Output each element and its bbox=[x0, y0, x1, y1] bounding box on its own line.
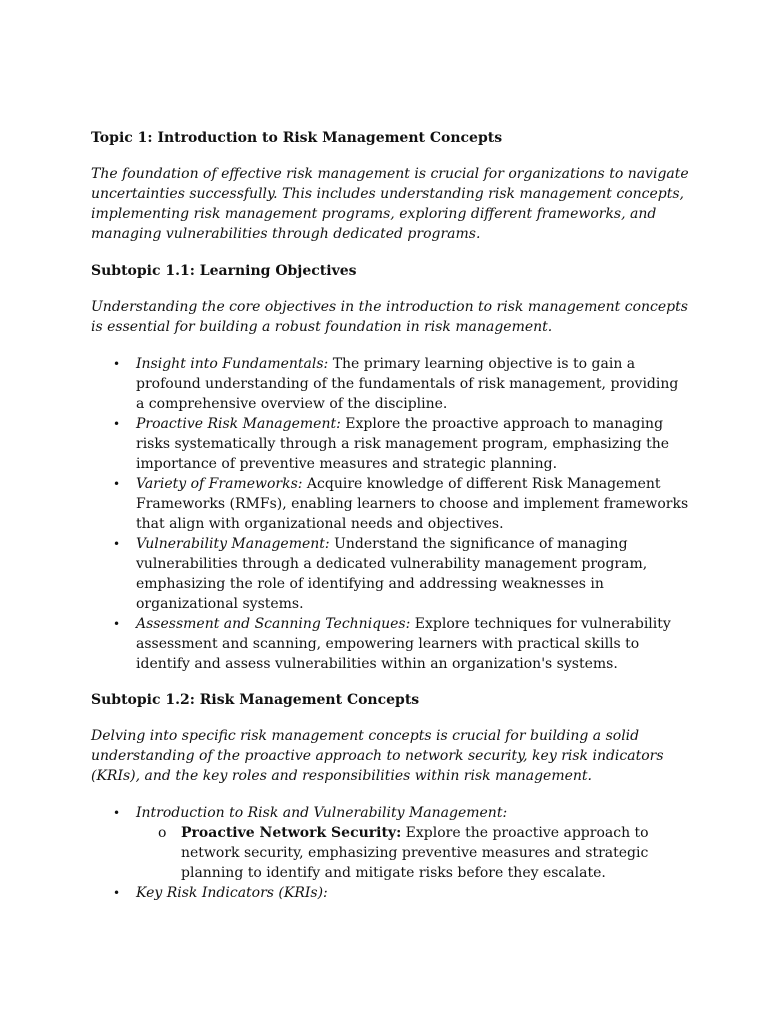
list-item bbox=[91, 474, 691, 534]
list-item-text: Understand the significance of managing vulnerabilities through a dedicated vulnerability management program, emphasizing the role of identifying and addressing weaknesses in organizational systems. bbox=[136, 536, 648, 612]
topic-heading: Topic 1: Introduction to Risk Management Concepts bbox=[91, 130, 503, 146]
list-item bbox=[91, 803, 691, 883]
subtopic-1-1-intro: Understanding the core objectives in the introduction to risk management concepts is essential for building a robust foundation in risk management. bbox=[91, 299, 688, 335]
sub-list-item bbox=[136, 823, 691, 883]
subtopic-1-2-heading: Subtopic 1.2: Risk Management Concepts bbox=[91, 692, 420, 708]
subtopic-1-1-heading: Subtopic 1.1: Learning Objectives bbox=[91, 263, 357, 279]
list-item-term: Key Risk Indicators (KRIs): bbox=[136, 885, 328, 901]
subtopic-1-2-intro: Delving into specific risk management concepts is crucial for building a solid understanding of the proactive approach to network security, key risk indicators (KRIs), and the key roles and responsibilities within risk management. bbox=[91, 728, 664, 784]
bullet-icon: • bbox=[113, 537, 121, 551]
list-item-term: Vulnerability Management: bbox=[136, 536, 330, 552]
bullet-icon: • bbox=[113, 806, 121, 820]
learning-objectives-list bbox=[91, 354, 691, 674]
list-item-text: Acquire knowledge of different Risk Management Frameworks (RMFs), enabling learners to choose and implement frameworks that align with organizational needs and objectives. bbox=[136, 476, 689, 532]
list-item bbox=[91, 883, 691, 903]
circle-bullet-icon: o bbox=[158, 825, 167, 841]
bullet-icon: • bbox=[113, 617, 121, 631]
list-item bbox=[91, 414, 691, 474]
list-item-term: Introduction to Risk and Vulnerability Management: bbox=[136, 805, 508, 821]
list-item-text: Explore techniques for vulnerability assessment and scanning, empowering learners with practical skills to identify and assess vulnerabilities within an organization's systems. bbox=[136, 616, 671, 672]
list-item-text: Explore the proactive approach to managing risks systematically through a risk management program, emphasizing the importance of preventive measures and strategic planning. bbox=[136, 416, 670, 472]
sub-list-item-text: Explore the proactive approach to network security, emphasizing preventive measures and strategic planning to identify and mitigate risks before they escalate. bbox=[181, 825, 649, 881]
topic-intro: The foundation of effective risk management is crucial for organizations to navigate uncertainties successfully. This includes understanding risk management concepts, implementing risk management programs, exploring different frameworks, and managing vulnerabilities through dedicated programs. bbox=[91, 166, 689, 242]
document-page bbox=[91, 128, 691, 919]
list-item-term: Assessment and Scanning Techniques: bbox=[136, 616, 411, 632]
bullet-icon: • bbox=[113, 417, 121, 431]
sub-list bbox=[136, 823, 691, 883]
list-item-term: Variety of Frameworks: bbox=[136, 476, 303, 492]
list-item bbox=[91, 354, 691, 414]
list-item-text: The primary learning objective is to gain a profound understanding of the fundamentals of risk management, providing a comprehensive overview of the discipline. bbox=[136, 356, 679, 412]
bullet-icon: • bbox=[113, 477, 121, 491]
risk-concepts-list bbox=[91, 803, 691, 903]
sub-list-item-term: Proactive Network Security: bbox=[181, 825, 402, 841]
list-item-term: Insight into Fundamentals: bbox=[136, 356, 329, 372]
list-item bbox=[91, 614, 691, 674]
bullet-icon: • bbox=[113, 357, 121, 371]
list-item bbox=[91, 534, 691, 614]
list-item-term: Proactive Risk Management: bbox=[136, 416, 341, 432]
bullet-icon: • bbox=[113, 886, 121, 900]
